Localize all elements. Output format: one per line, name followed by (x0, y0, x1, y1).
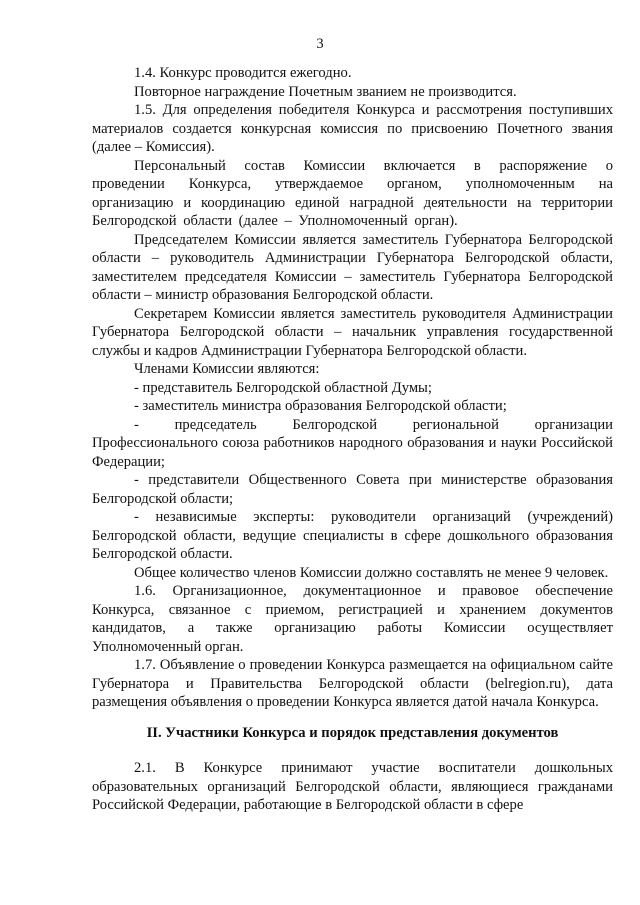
paragraph-1-6: 1.6. Организационное, документационное и правовое обеспечение Конкурса, связанное с приемом, регистрацией и хранением документов кандидатов, а также организацию работы Комиссии осуществляет Уполномоченный орган. (92, 583, 613, 655)
paragraph-1-5: 1.5. Для определения победителя Конкурса и рассмотрения поступивших материалов создается конкурсная комиссия по присвоению Почетного звания (далее – Комиссия). (92, 102, 613, 155)
paragraph-secretary: Секретарем Комиссии является заместитель руководителя Администрации Губернатора Белгородской области – начальник управления государственной службы и кадров Администрации Губернатора Белгородской области. (92, 305, 613, 359)
page-number: 3 (316, 36, 324, 52)
paragraph-1-7: 1.7. Объявление о проведении Конкурса размещается на официальном сайте Губернатора и Правительства Белгородской области (belregion.ru), дата размещения объявления о проведении Конкурса является датой начала Конкурса. (92, 657, 613, 710)
paragraph-repeat-award: Повторное награждение Почетным званием не производится. (134, 83, 517, 100)
list-item-experts: - независимые эксперты: руководители организаций (учреждений) Белгородской области, ведущие специалисты в сфере дошкольного образования Белгородской области. (92, 509, 613, 562)
paragraph-personnel: Персональный состав Комиссии включается в распоряжение о проведении Конкурса, утверждаемое органом, уполномоченным на организацию и координацию единой наградной деятельности на территории Белгородской области (далее – Уполномоченный орган). (92, 157, 613, 229)
paragraph-member-count: Общее количество членов Комиссии должно составлять не менее 9 человек. (134, 564, 609, 581)
list-item-public-council: - представители Общественного Совета при министерстве образования Белгородской области; (92, 472, 613, 507)
paragraph-1-4: 1.4. Конкурс проводится ежегодно. (134, 65, 352, 81)
paragraph-members-intro: Членами Комиссии являются: (134, 361, 320, 377)
list-item-duma: - представитель Белгородской областной Думы; (134, 379, 432, 396)
list-item-union-chair: - председатель Белгородской региональной организации Профессионального союза работников народного образования и науки Российской Федерации; (92, 416, 613, 470)
list-item-deputy-minister: - заместитель министра образования Белгородской области; (134, 398, 507, 414)
document-body (92, 64, 613, 815)
paragraph-chairman: Председателем Комиссии является заместитель Губернатора Белгородской области – руководитель Администрации Губернатора Белгородской области, заместителем председателя Комиссии – заместитель Губернатора Белгородской области – министр образования Белгородской области. (92, 231, 613, 303)
section-heading: II. Участники Конкурса и порядок представления документов (146, 724, 559, 741)
paragraph-2-1: 2.1. В Конкурсе принимают участие воспитатели дошкольных образовательных организаций Белгородской области, являющиеся гражданами Российской Федерации, работающие в Белгородской области в сфере (92, 760, 613, 813)
